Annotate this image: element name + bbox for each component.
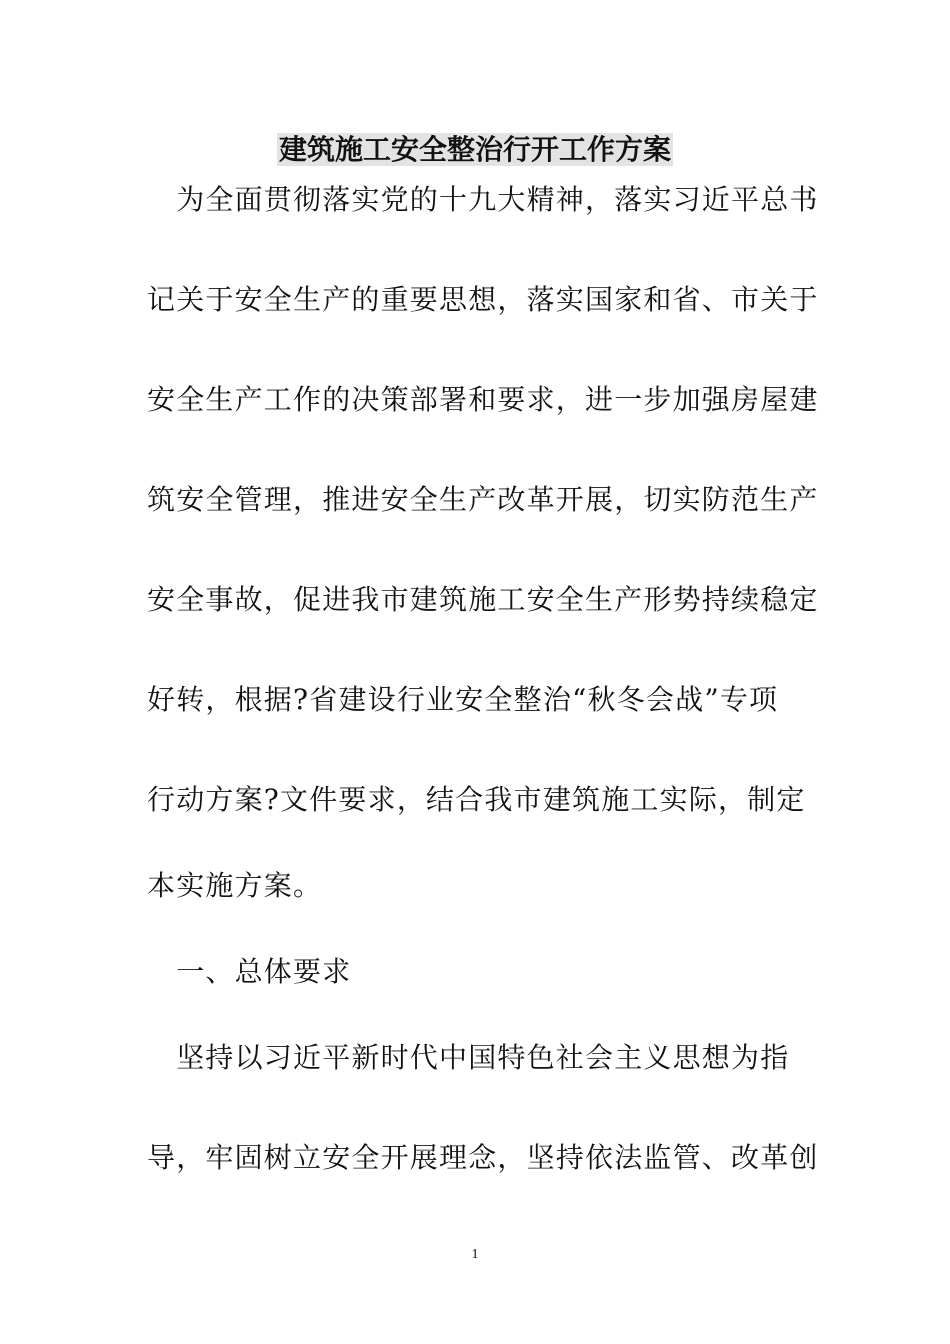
body-line-5: 安全事故，促进我市建筑施工安全生产形势持续稳定 (147, 583, 819, 616)
document-title (0, 131, 950, 169)
body-line-1: 为全面贯彻落实党的十九大精神，落实习近平总书 (147, 183, 819, 216)
body-line-3: 安全生产工作的决策部署和要求，进一步加强房屋建 (147, 383, 819, 416)
section-heading-1: 一、总体要求 (147, 955, 352, 988)
page-number: 1 (471, 1247, 479, 1262)
body-line-7: 行动方案?文件要求，结合我市建筑施工实际，制定 (147, 783, 806, 816)
body-line-6: 好转，根据?省建设行业安全整治“秋冬会战”专项 (147, 683, 779, 716)
document-title-text: 建筑施工安全整治行开工作方案 (278, 133, 671, 166)
body-line-8: 本实施方案。 (147, 869, 323, 902)
body-line-2: 记关于安全生产的重要思想，落实国家和省、市关于 (147, 283, 819, 316)
body-line-9: 坚持以习近平新时代中国特色社会主义思想为指 (147, 1041, 790, 1074)
body-line-10: 导，牢固树立安全开展理念，坚持依法监管、改革创 (147, 1141, 819, 1174)
body-line-4: 筑安全管理，推进安全生产改革开展，切实防范生产 (147, 483, 819, 516)
